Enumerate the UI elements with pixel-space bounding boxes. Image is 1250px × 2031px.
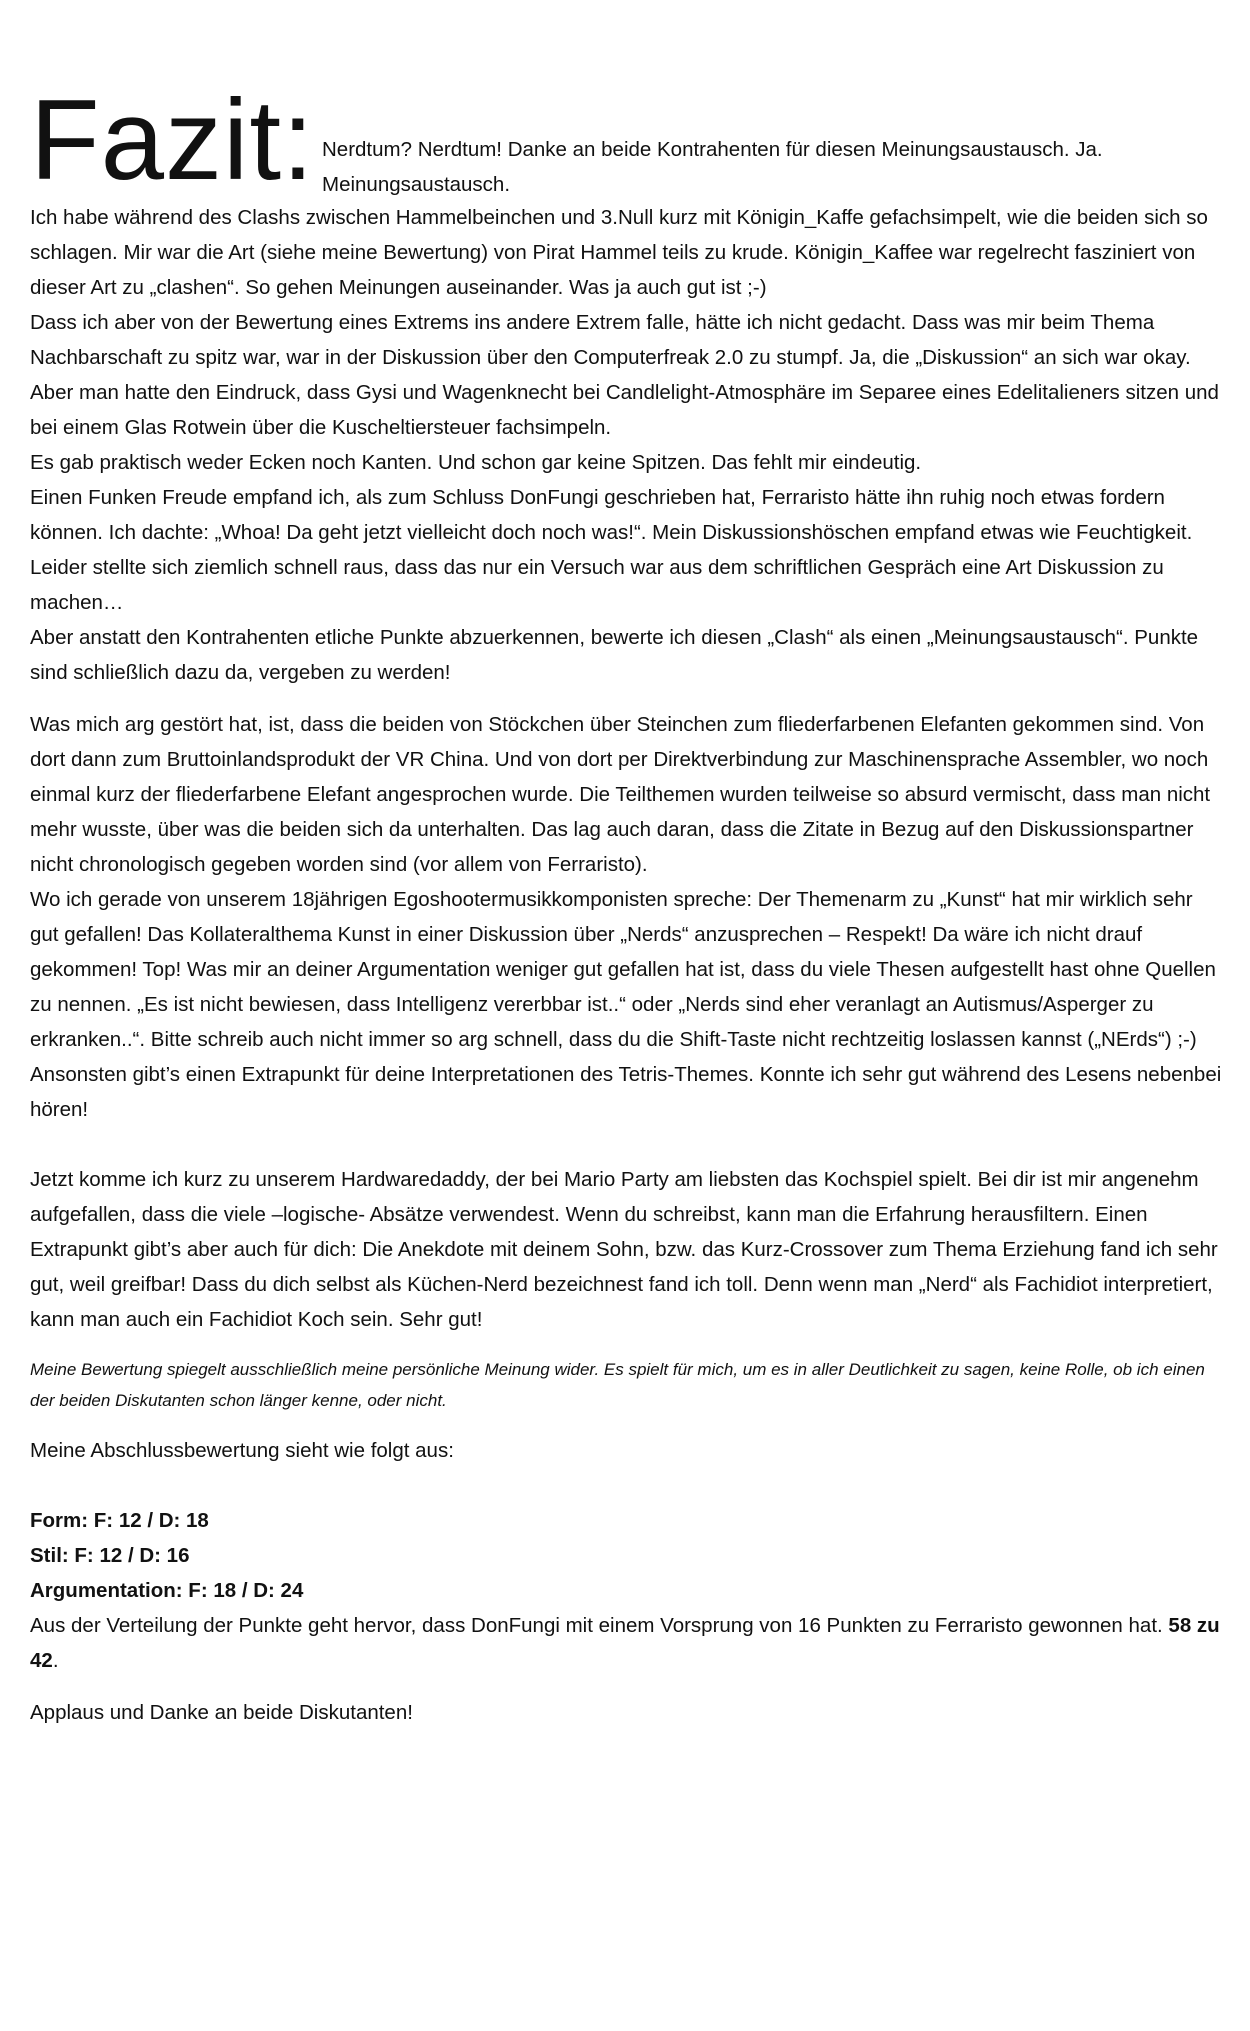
- result-paragraph: [30, 1608, 1225, 1678]
- summary-intro: Meine Abschlussbewertung sieht wie folgt aus:: [30, 1439, 454, 1462]
- header: [30, 77, 1230, 204]
- result-score: 58 zu 42: [30, 1614, 1220, 1672]
- score-form: Form: F: 12 / D: 18: [30, 1509, 209, 1532]
- document-page: [30, 77, 1230, 1730]
- score-argumentation: Argumentation: F: 18 / D: 24: [30, 1579, 304, 1602]
- score-list: [30, 1503, 1230, 1608]
- paragraph: Einen Funken Freude empfand ich, als zum Schluss DonFungi geschrieben hat, Ferraristo hätte ihn ruhig noch etwas fordern können. Ich dachte: „Whoa! Da geht jetzt vielleicht doch noch was!“. Mein Diskussionshöschen empfand etwas wie Feuchtigkeit. Leider stellte sich ziemlich schnell raus, dass das nur ein Versuch war aus dem schriftlichen Gespräch eine Art Diskussion zu machen…: [30, 486, 1193, 614]
- paragraph: Aber anstatt den Kontrahenten etliche Punkte abzuerkennen, bewerte ich diesen „Clash“ als einen „Meinungsaustausch“. Punkte sind schließlich dazu da, vergeben zu werden!: [30, 626, 1199, 684]
- paragraph-hardwaredaddy: Jetzt komme ich kurz zu unserem Hardwaredaddy, der bei Mario Party am liebsten das Kochspiel spielt. Bei dir ist mir angenehm aufgefallen, dass die viele –logische- Absätze verwendest. Wenn du schreibst, kann man die Erfahrung herausfiltern. Einen Extrapunkt gibt’s aber auch für dich: Die Anekdote mit deinem Sohn, bzw. das Kurz-Crossover zum Thema Erziehung fand ich sehr gut, weil greifbar! Dass du dich selbst als Küchen-Nerd bezeichnest fand ich toll. Denn wenn man „Nerd“ als Fachidiot interpretiert, kann man auch ein Fachidiot Koch sein. Sehr gut!: [30, 1168, 1218, 1331]
- result-end: .: [52, 1649, 59, 1672]
- paragraph: Was mich arg gestört hat, ist, dass die beiden von Stöckchen über Steinchen zum fliederfarbenen Elefanten gekommen sind. Von dort dann zum Bruttoinlandsprodukt der VR China. Und von dort per Direktverbindung zur Maschinensprache Assembler, wo noch einmal kurz der fliederfarbene Elefant angesprochen wurde. Die Teilthemen wurden teilweise so absurd vermischt, dass man nicht mehr wusste, über was die beiden sich da unterhalten. Das lag auch daran, dass die Zitate in Bezug auf den Diskussionspartner nicht chronologisch gegeben worden sind (vor allem von Ferraristo).: [30, 713, 1211, 876]
- paragraph: Ich habe während des Clashs zwischen Hammelbeinchen und 3.Null kurz mit Königin_Kaffe gefachsimpelt, wie die beiden sich so schlagen. Mir war die Art (siehe meine Bewertung) von Pirat Hammel teils zu krude. Königin_Kaffee war regelrecht fasziniert von dieser Art zu „clashen“. So gehen Meinungen auseinander. Was ja auch gut ist ;-): [30, 206, 1208, 299]
- page-title: Fazit:: [30, 77, 315, 204]
- result-text: Aus der Verteilung der Punkte geht hervor, dass DonFungi mit einem Vorsprung von 16 Punkten zu Ferraristo gewonnen hat.: [30, 1614, 1169, 1637]
- disclaimer-note: Meine Bewertung spiegelt ausschließlich meine persönliche Meinung wider. Es spielt für mich, um es in aller Deutlichkeit zu sagen, keine Rolle, ob ich einen der beiden Diskutanten schon länger kenne, oder nicht.: [30, 1360, 1205, 1410]
- section-block2: [30, 707, 1230, 1127]
- paragraph: Es gab praktisch weder Ecken noch Kanten. Und schon gar keine Spitzen. Das fehlt mir eindeutig.: [30, 451, 922, 474]
- paragraph: Wo ich gerade von unserem 18jährigen Egoshootermusikkomponisten spreche: Der Themenarm zu „Kunst“ hat mir wirklich sehr gut gefallen! Das Kollateralthema Kunst in einer Diskussion über „Nerds“ anzusprechen – Respekt! Da wäre ich nicht drauf gekommen! Top! Was mir an deiner Argumentation weniger gut gefallen hat ist, dass du viele Thesen aufgestellt hast ohne Quellen zu nennen. „Es ist nicht bewiesen, dass Intelligenz vererbbar ist..“ oder „Nerds sind eher veranlagt an Autismus/Asperger zu erkranken..“. Bitte schreib auch nicht immer so arg schnell, dass du die Shift-Taste nicht rechtzeitig loslassen kannst („NErds“) ;-) Ansonsten gibt’s einen Extrapunkt für deine Interpretationen des Tetris-Themes. Konnte ich sehr gut während des Lesens nebenbei hören!: [30, 888, 1222, 1121]
- score-stil: Stil: F: 12 / D: 16: [30, 1544, 190, 1567]
- section-block1: [30, 200, 1230, 690]
- paragraph: Dass ich aber von der Bewertung eines Extrems ins andere Extrem falle, hätte ich nicht gedacht. Dass was mir beim Thema Nachbarschaft zu spitz war, war in der Diskussion über den Computerfreak 2.0 zu stumpf. Ja, die „Diskussion“ an sich war okay. Aber man hatte den Eindruck, dass Gysi und Wagenknecht bei Candlelight-Atmosphäre im Separee eines Edelitalieners sitzen und bei einem Glas Rotwein über die Kuscheltiersteuer fachsimpeln.: [30, 311, 1219, 439]
- intro-text: Nerdtum? Nerdtum! Danke an beide Kontrahenten für diesen Meinungsaustausch. Ja. Meinungsaustausch.: [322, 138, 1103, 196]
- closing-text: Applaus und Danke an beide Diskutanten!: [30, 1701, 413, 1724]
